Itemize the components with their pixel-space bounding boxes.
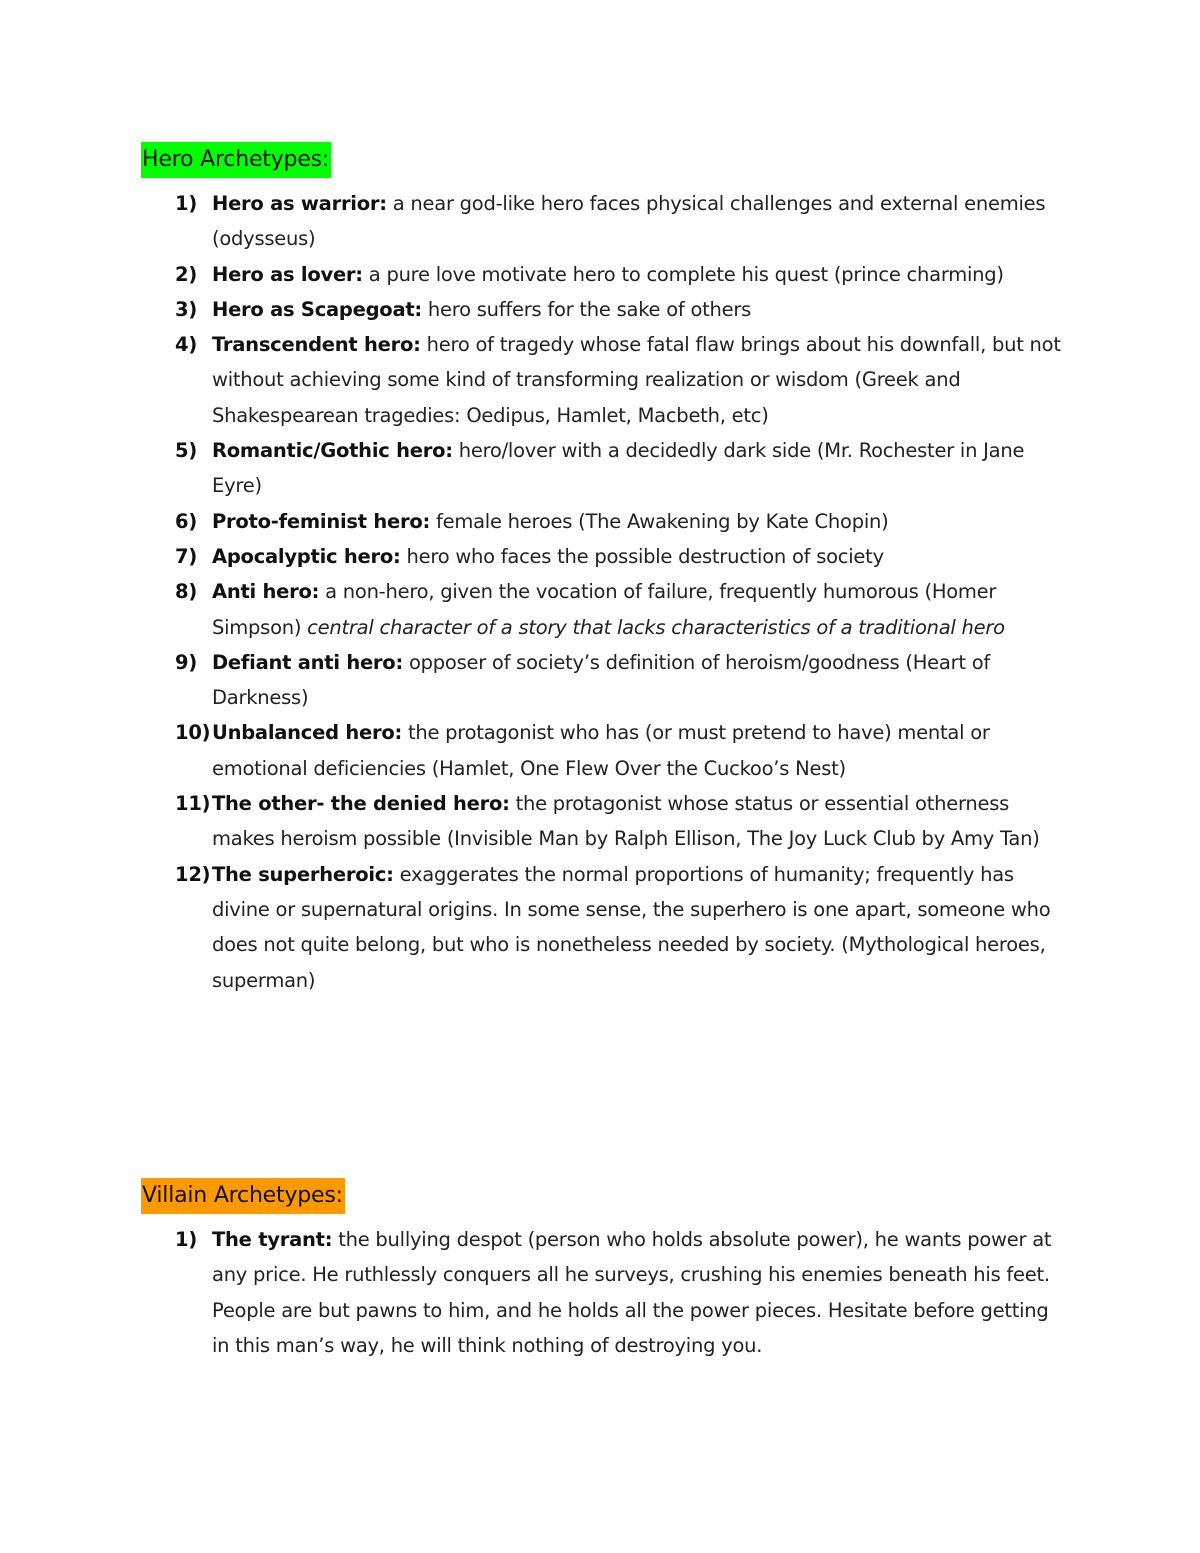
list-item [141, 539, 1071, 574]
villain-archetypes-heading: Villain Archetypes: [141, 1178, 345, 1214]
item-number: 3) [175, 297, 197, 321]
villain-archetypes-list [141, 1222, 1071, 1363]
item-number: 11) [175, 792, 211, 816]
item-description: opposer of society’s definition of heroism/goodness (Heart of Darkness) [212, 650, 991, 710]
item-description: a non-hero, given the vocation of failure, frequently humorous (Homer Simpson) [212, 580, 997, 639]
item-term: The superheroic: [212, 862, 394, 886]
villain-archetypes-section [141, 1178, 1071, 1363]
item-number: 9) [175, 650, 197, 674]
hero-archetypes-section [141, 142, 1071, 998]
item-term: Anti hero: [212, 580, 320, 604]
item-number: 7) [175, 544, 197, 568]
list-item [141, 645, 1071, 716]
item-description: a pure love motivate hero to complete his quest (prince charming) [362, 262, 1004, 286]
item-term: Proto-feminist hero: [212, 509, 431, 533]
item-number: 10) [175, 721, 211, 745]
item-description: hero suffers for the sake of others [421, 297, 752, 321]
item-number: 1) [175, 1228, 197, 1251]
item-description: the bullying despot (person who holds absolute power), he wants power at any price. He ruthlessly conquers all he surveys, crushing his enemies beneath his feet. People are but pawns to him, and he holds all the power pieces. Hesitate before getting in this man’s way, he will think nothing of destroying you. [212, 1228, 1052, 1357]
item-description: hero/lover with a decidedly dark side (Mr. Rochester in Jane Eyre) [212, 439, 1025, 498]
list-item [141, 786, 1071, 857]
item-term: Hero as warrior: [212, 192, 387, 215]
list-item [141, 574, 1071, 645]
item-number: 2) [175, 262, 197, 286]
item-term: Apocalyptic hero: [212, 544, 401, 568]
item-number: 8) [175, 580, 197, 604]
item-description: female heroes (The Awakening by Kate Chopin) [430, 509, 889, 533]
item-description: exaggerates the normal proportions of humanity; frequently has divine or supernatural origins. In some sense, the superhero is one apart, someone who does not quite belong, but who is nonetheless needed by society. (Mythological heroes, superman) [212, 862, 1051, 992]
item-term: Transcendent hero: [212, 333, 421, 357]
item-description: hero of tragedy whose fatal flaw brings about his downfall, but not without achieving some kind of transforming realization or wisdom (Greek and Shakespearean tragedies: Oedipus, Hamlet, Macbeth, etc) [212, 333, 1061, 427]
list-item [141, 292, 1071, 327]
item-term: Unbalanced hero: [212, 721, 403, 745]
list-item [141, 715, 1071, 786]
item-number: 4) [175, 333, 197, 357]
list-item [141, 433, 1071, 504]
list-item [141, 327, 1071, 433]
list-item [141, 1222, 1071, 1363]
hero-archetypes-heading: Hero Archetypes: [141, 142, 331, 178]
item-number: 1) [175, 192, 197, 215]
item-number: 6) [175, 509, 197, 533]
item-term: Romantic/Gothic hero: [212, 439, 453, 463]
item-number: 12) [175, 862, 211, 886]
item-description: the protagonist who has (or must pretend to have) mental or emotional deficiencies (Hamlet, One Flew Over the Cuckoo’s Nest) [212, 721, 990, 780]
item-number: 5) [175, 439, 197, 463]
list-item [141, 257, 1071, 292]
list-item [141, 186, 1071, 257]
list-item [141, 504, 1071, 539]
item-term: Defiant anti hero: [212, 650, 403, 674]
item-term: Hero as lover: [212, 262, 363, 286]
item-term: Hero as Scapegoat: [212, 297, 422, 321]
item-term: The other- the denied hero: [212, 792, 510, 816]
item-description: a near god-like hero faces physical challenges and external enemies (odysseus) [212, 192, 1046, 251]
item-description: hero who faces the possible destruction of society [400, 544, 884, 568]
hero-archetypes-list [141, 186, 1071, 998]
item-italic-definition: central character of a story that lacks characteristics of a traditional hero [301, 615, 1005, 639]
list-item [141, 857, 1071, 998]
item-term: The tyrant: [212, 1228, 333, 1251]
item-description: the protagonist whose status or essential otherness makes heroism possible (Invisible Man by Ralph Ellison, The Joy Luck Club by Amy Tan) [212, 792, 1040, 851]
